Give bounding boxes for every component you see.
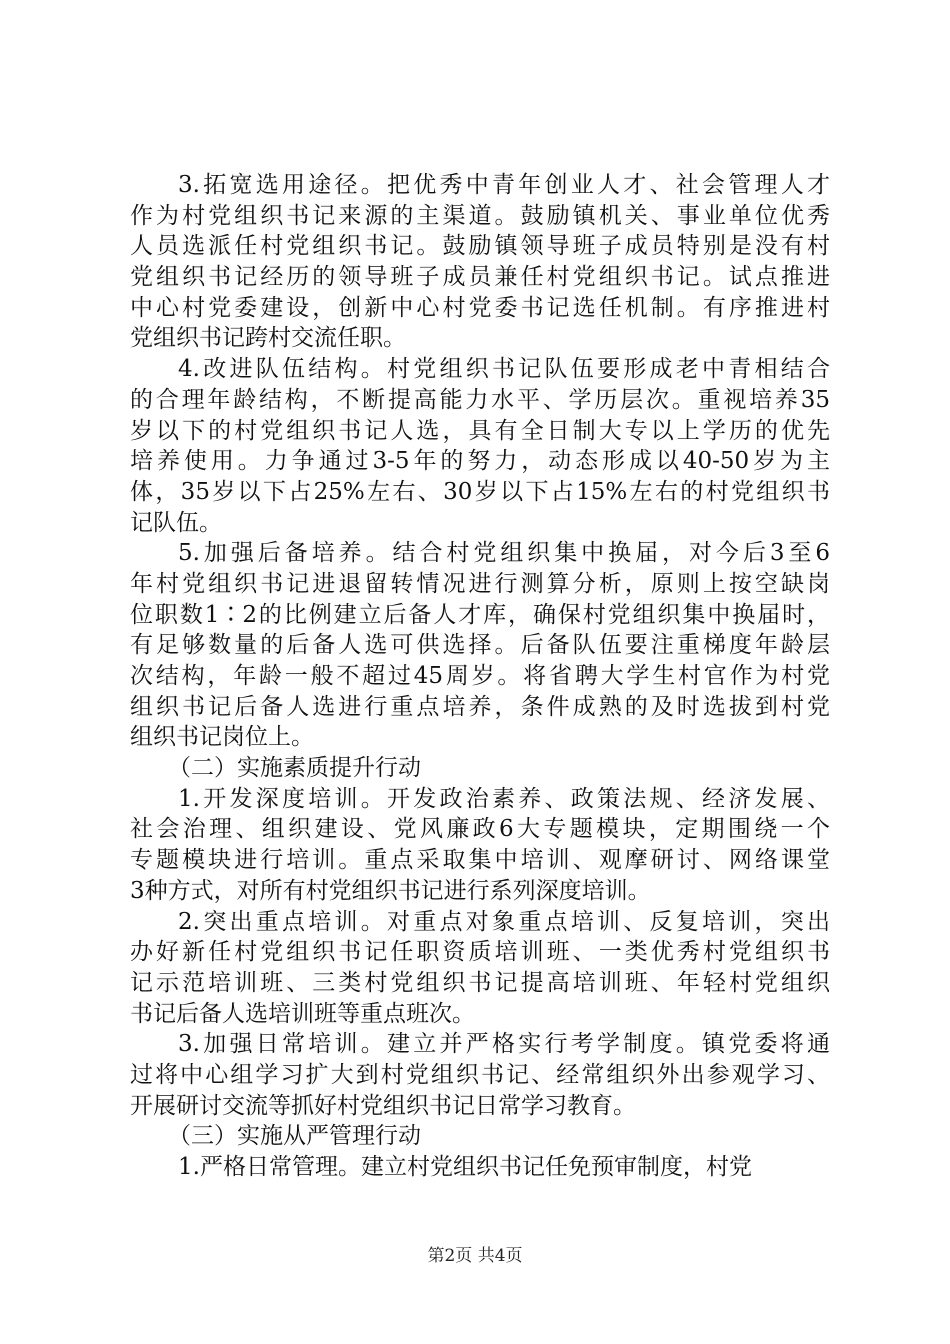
text-line: 3.拓宽选用途径。把优秀中青年创业人才、社会管理人才	[178, 172, 830, 198]
text-line: 书记后备人选培训班等重点班次。	[130, 1000, 475, 1027]
text-line: 办好新任村党组织书记任职资质培训班、一类优秀村党组织书	[130, 939, 830, 966]
text-line: 中心村党委建设，创新中心村党委书记选任机制。有序推进村	[130, 294, 830, 321]
text-line: 组织书记后备人选进行重点培养，条件成熟的及时选拔到村党	[130, 693, 830, 720]
text-line: 作为村党组织书记来源的主渠道。鼓励镇机关、事业单位优秀	[130, 202, 830, 229]
text-line: （三）实施从严管理行动	[168, 1123, 421, 1150]
text-line: 过将中心组学习扩大到村党组织书记、经常组织外出参观学习、	[130, 1061, 830, 1088]
paragraph	[130, 1029, 830, 1121]
section-heading	[130, 1121, 830, 1152]
page-footer: 第2页 共4页	[427, 1246, 523, 1266]
section-heading	[130, 753, 830, 784]
text-line: 有足够数量的后备人选可供选择。后备队伍要注重梯度年龄层	[130, 632, 830, 659]
text-line: 的合理年龄结构，不断提高能力水平、学历层次。重视培养35	[130, 386, 830, 413]
paragraph	[130, 784, 830, 907]
text-line: 培养使用。力争通过3-5年的努力，动态形成以40-50岁为主	[130, 448, 830, 475]
paragraph	[130, 907, 830, 1030]
text-line: 年村党组织书记进退留转情况进行测算分析，原则上按空缺岗	[130, 570, 830, 597]
text-line: 1.严格日常管理。建立村党组织书记任免预审制度，村党	[178, 1154, 752, 1180]
text-line: 开展研讨交流等抓好村党组织书记日常学习教育。	[130, 1092, 636, 1119]
text-line: 专题模块进行培训。重点采取集中培训、观摩研讨、网络课堂	[130, 847, 830, 874]
text-line: 人员选派任村党组织书记。鼓励镇领导班子成员特别是没有村	[130, 233, 830, 260]
text-line: 党组织书记跨村交流任职。	[130, 325, 406, 352]
paragraph	[130, 354, 830, 538]
text-line: 2.突出重点培训。对重点对象重点培训、反复培训，突出	[178, 908, 830, 935]
text-line: （二）实施素质提升行动	[168, 755, 421, 782]
text-line: 岁以下的村党组织书记人选，具有全日制大专以上学历的优先	[130, 417, 830, 444]
text-line: 3种方式，对所有村党组织书记进行系列深度培训。	[130, 877, 651, 904]
text-line: 党组织书记经历的领导班子成员兼任村党组织书记。试点推进	[130, 264, 830, 291]
text-line: 组织书记岗位上。	[130, 724, 314, 751]
text-line: 社会治理、组织建设、党风廉政6大专题模块，定期围绕一个	[130, 816, 830, 843]
text-line: 记队伍。	[130, 509, 222, 536]
text-line: 3.加强日常培训。建立并严格实行考学制度。镇党委将通	[178, 1031, 830, 1058]
document-body	[130, 170, 830, 1183]
text-line: 4.改进队伍结构。村党组织书记队伍要形成老中青相结合	[178, 356, 830, 383]
text-line: 记示范培训班、三类村党组织书记提高培训班、年轻村党组织	[130, 969, 830, 996]
text-line: 1.开发深度培训。开发政治素养、政策法规、经济发展、	[178, 785, 830, 812]
paragraph	[130, 538, 830, 753]
paragraph	[130, 1152, 830, 1183]
text-line: 5.加强后备培养。结合村党组织集中换届，对今后3至6	[178, 540, 830, 567]
text-line: 次结构，年龄一般不超过45周岁。将省聘大学生村官作为村党	[130, 663, 830, 689]
paragraph	[130, 170, 830, 354]
text-line: 体，35岁以下占25%左右、30岁以下占15%左右的村党组织书	[130, 478, 830, 505]
text-line: 位职数1∶2的比例建立后备人才库，确保村党组织集中换届时，	[130, 601, 830, 628]
